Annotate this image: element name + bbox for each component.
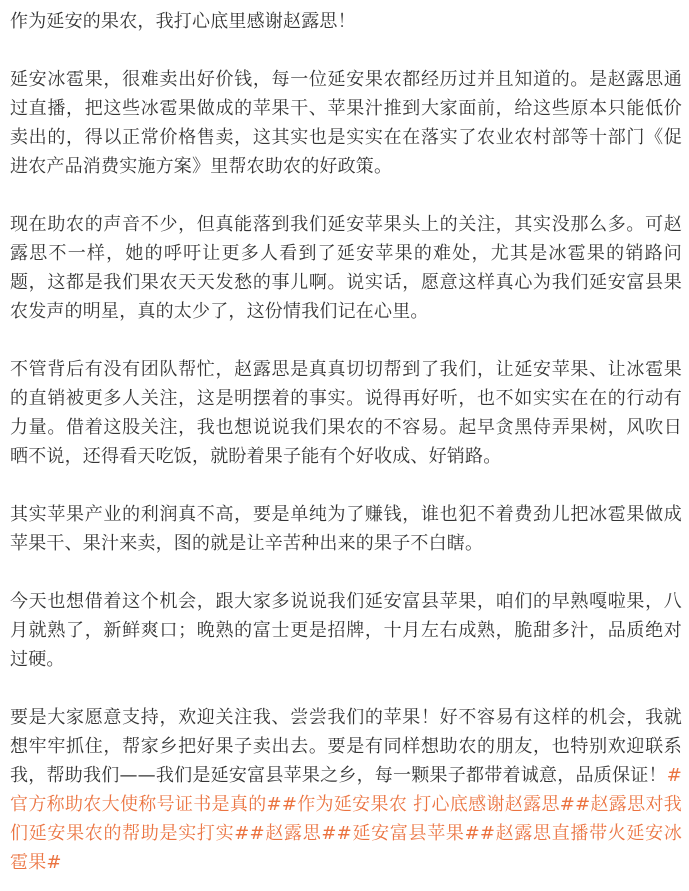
hashtag-thanks[interactable]: #作为延安果农 打心底感谢赵露思# (281, 794, 576, 815)
hashtag-zhao-lusi[interactable]: #赵露思# (249, 823, 337, 844)
post-paragraph-attention: 现在助农的声音不少，但真能落到我们延安苹果头上的关注，其实没那么多。可赵露思不一样，她的呼吁让更多人看到了延安苹果的难处，尤其是冰雹果的销路问题，这都是我们果农天天发愁的事儿啊。说实话，愿意这样真心为我们延安富县果农发声的明星，真的太少了，这份情我们记在心里。 (10, 214, 682, 322)
post-paragraph-real-help: 不管背后有没有团队帮忙，赵露思是真真切切帮到了我们，让延安苹果、让冰雹果的直销被更多人关注，这是明摆着的事实。说得再好听，也不如实实在在的行动有力量。借着这股关注，我也想说说我们果农的不容易。起早贪黑侍弄果树，风吹日晒不说，还得看天吃饭，就盼着果子能有个好收成、好销路。 (10, 359, 682, 467)
hashtag-livestream[interactable]: #赵露思直播带火延安冰雹果# (10, 823, 683, 873)
hashtag-fuxian-apple[interactable]: #延安富县苹果# (336, 823, 480, 844)
post-paragraph-varieties: 今天也想借着这个机会，跟大家多说说我们延安富县苹果，咱们的早熟嘎啦果，八月就熟了，新鲜爽口；晚熟的富士更是招牌，十月左右成熟，脆甜多汁，品质绝对过硬。 (10, 591, 682, 670)
post-paragraph-profit: 其实苹果产业的利润真不高，要是单纯为了赚钱，谁也犯不着费劲儿把冰雹果做成苹果干、果汁来卖，图的就是让辛苦种出来的果子不白瞎。 (10, 504, 682, 554)
post-paragraph-support (10, 703, 682, 877)
post-paragraph-hail-apples: 延安冰雹果，很难卖出好价钱，每一位延安果农都经历过并且知道的。是赵露思通过直播，把这些冰雹果做成的苹果干、苹果汁推到大家面前，给这些原本只能低价卖出的，得以正常价格售卖，这其实也是实实在在落实了农业农村部等十部门《促进农产品消费实施方案》里帮农助农的好政策。 (10, 69, 682, 177)
post-paragraph-intro: 作为延安的果农，我打心底里感谢赵露思！ (10, 11, 356, 32)
post-paragraph-support-text: 要是大家愿意支持，欢迎关注我、尝尝我们的苹果！好不容易有这样的机会，我就想牢牢抓住，帮家乡把好果子卖出去。要是有同样想助农的朋友，也特别欢迎联系我，帮助我们——我们是延安富县苹果之乡，每一颗果子都带着诚意，品质保证！ (10, 707, 682, 786)
hashtag-certificate[interactable]: #官方称助农大使称号证书是真的# (10, 765, 682, 815)
hashtag-real-help[interactable]: #赵露思对我们延安果农的帮助是实打实# (10, 794, 682, 844)
post-body (10, 7, 682, 877)
